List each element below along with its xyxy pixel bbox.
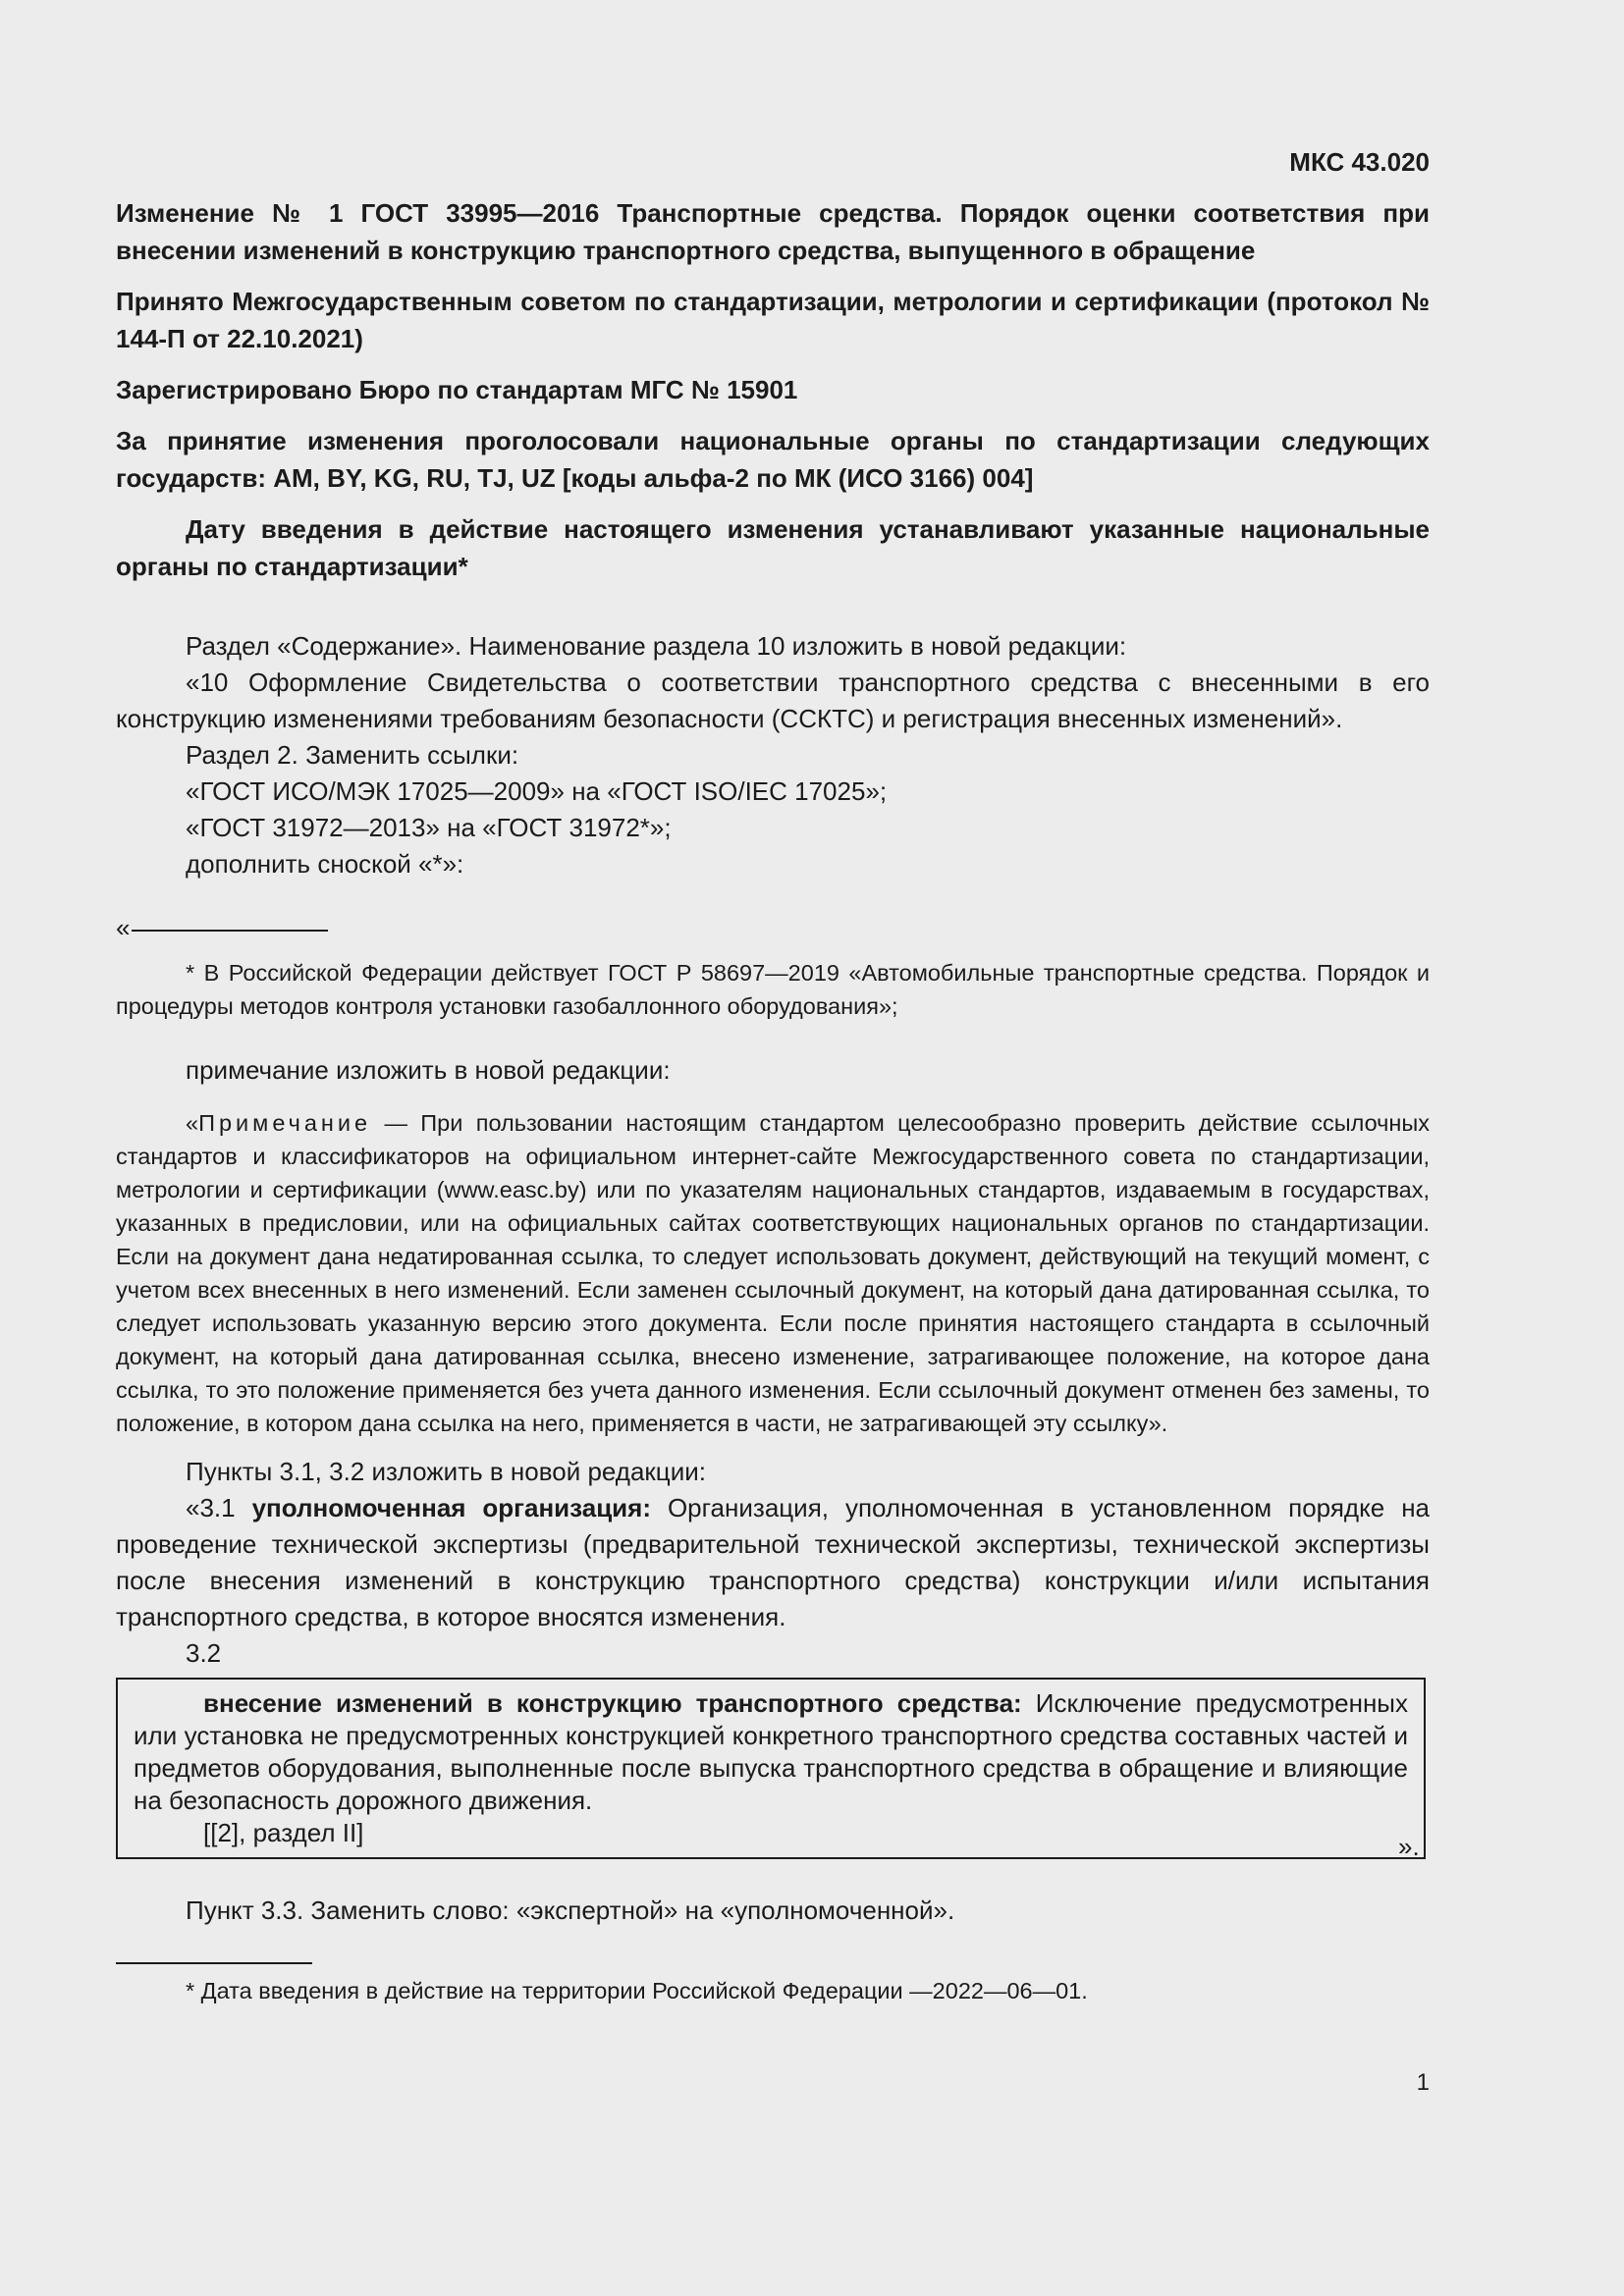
- body-paragraph: «10 Оформление Свидетельства о соответствии транспортного средства с внесенными в его конструкцию изменениями требованиям безопасности (ССКТС) и регистрация внесенных изменений».: [116, 667, 1430, 733]
- footnote-separator: [116, 1962, 312, 1964]
- definition-term: уполномоченная организация:: [251, 1493, 651, 1522]
- inserted-footnote-rule: [116, 910, 1430, 946]
- definition-3-2: [134, 1687, 1408, 1817]
- definition-number: «3.1: [186, 1493, 252, 1522]
- footnote-separator: [132, 928, 328, 932]
- note-open-quote: «: [186, 1110, 199, 1136]
- page-content: [116, 143, 1430, 2007]
- definition-box-wrapper: [116, 1678, 1430, 1859]
- definition-reference: [[2], раздел II]: [203, 1818, 364, 1847]
- closing-quote: ».: [1398, 1832, 1420, 1861]
- voting-statement: За принятие изменения проголосовали национальные органы по стандартизации следующих государств: AM, BY, KG, RU, TJ, UZ [коды альфа-2 по МК (ИСО 3166) 004]: [116, 426, 1430, 493]
- body-paragraph: примечание изложить в новой редакции:: [186, 1055, 671, 1085]
- definition-term: внесение изменений в конструкцию транспортного средства:: [203, 1688, 1022, 1718]
- mks-code: МКС 43.020: [1289, 147, 1430, 177]
- registration-statement: Зарегистрировано Бюро по стандартам МГС № 15901: [116, 375, 798, 404]
- body-paragraph: Пункт 3.3. Заменить слово: «экспертной» на «уполномоченной».: [186, 1896, 955, 1925]
- definition-3-1: [116, 1490, 1430, 1635]
- effective-date-statement: Дату введения в действие настоящего изменения устанавливают указанные национальные органы по стандартизации*: [116, 514, 1430, 581]
- page-footnote: * Дата введения в действие на территории Российской Федерации —2022—06—01.: [186, 1978, 1088, 2003]
- note-label: Примечание: [198, 1110, 372, 1136]
- body-paragraph: «ГОСТ 31972—2013» на «ГОСТ 31972*»;: [186, 813, 672, 842]
- open-quote: «: [116, 913, 131, 942]
- body-paragraph: Пункты 3.1, 3.2 изложить в новой редакции:: [186, 1457, 706, 1486]
- body-paragraph: Раздел «Содержание». Наименование раздела 10 изложить в новой редакции:: [186, 631, 1127, 661]
- note-paragraph: [116, 1106, 1430, 1440]
- accepted-statement: Принято Межгосударственным советом по стандартизации, метрологии и сертификации (протокол № 144-П от 22.10.2021): [116, 287, 1430, 353]
- note-text: — При пользовании настоящим стандартом целесообразно проверить действие ссылочных стандартов и классификаторов на официальном интернет-сайте Межгосударственного совета по стандартизации, метрологии и сертификации (www.easc.by) или по указателям национальных стандартов, издаваемым в государствах, указанных в предисловии, или на официальных сайтах соответствующих национальных органов по стандартизации. Если на документ дана недатированная ссылка, то следует использовать документ, действующий на текущий момент, с учетом всех внесенных в него изменений. Если заменен ссылочный документ, на который дана датированная ссылка, то следует использовать указанную версию этого документа. Если после принятия настоящего стандарта в ссылочный документ, на который дана датированная ссылка, внесено изменение, затрагивающее положение, на которое дана ссылка, то это положение применяется без учета данного изменения. Если ссылочный документ отменен без замены, то положение, в котором дана ссылка на него, применяется в части, не затрагивающей эту ссылку».: [116, 1110, 1430, 1436]
- definition-text: Исключение предусмотренных или установка не предусмотренных конструкцией конкретного транспортного средства составных частей и предметов оборудования, выполненные после выпуска транспортного средства в обращение и влияющие на безопасность дорожного движения.: [134, 1688, 1408, 1815]
- amendment-title: Изменение № 1 ГОСТ 33995—2016 Транспортные средства. Порядок оценки соответствия при внесении изменений в конструкцию транспортного средства, выпущенного в обращение: [116, 198, 1430, 265]
- inserted-footnote-text: * В Российской Федерации действует ГОСТ Р 58697—2019 «Автомобильные транспортные средства. Порядок и процедуры методов контроля установки газобаллонного оборудования»;: [116, 960, 1430, 1019]
- page-number: 1: [1416, 2069, 1430, 2096]
- body-paragraph: дополнить сноской «*»:: [186, 849, 464, 879]
- definition-text: Организация, уполномоченная в установленном порядке на проведение технической экспертизы (предварительной технической экспертизы, технической экспертизы после внесения изменений в конструкцию транспортного средства) конструкции и/или испытания транспортного средства, в которое вносятся изменения.: [116, 1493, 1431, 1631]
- body-paragraph: «ГОСТ ИСО/МЭК 17025—2009» на «ГОСТ ISO/IEC 17025»;: [186, 776, 888, 806]
- definition-box: [116, 1678, 1426, 1859]
- definition-3-2-number: 3.2: [186, 1638, 222, 1668]
- body-paragraph: Раздел 2. Заменить ссылки:: [186, 740, 519, 770]
